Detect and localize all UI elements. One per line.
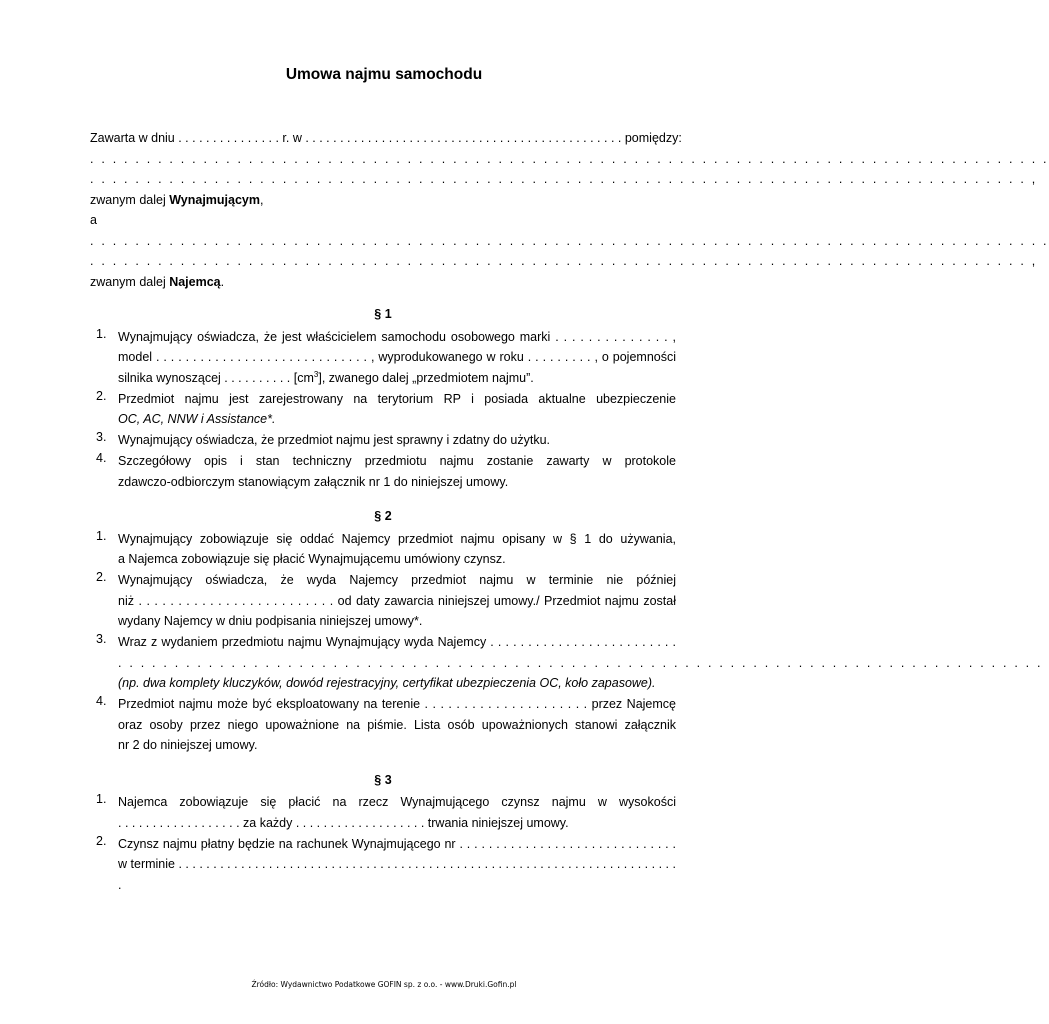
item-number: 1.: [96, 326, 107, 341]
section-title-3: § 3: [374, 772, 392, 787]
party1-name: Wynajmującym: [169, 192, 260, 207]
section-1-item-1: [90, 327, 676, 389]
section-3-list: [90, 792, 676, 895]
section-title-2: § 2: [374, 509, 392, 523]
section-2-list: [90, 528, 1043, 756]
intro-and: a: [90, 213, 97, 227]
item-line: Przedmiot najmu może być eksploatowany na terenie . . . . . . . . . . . . . . . . . . . . . przez Najemcę: [118, 697, 676, 711]
item-line: Wynajmujący zobowiązuje się oddać Najemcy przedmiot najmu opisany w § 1 do używania,: [118, 531, 676, 546]
party2-prefix: zwanym dalej: [90, 274, 170, 289]
item-line: Najemca zobowiązuje się płacić na rzecz Wynajmującego czynsz najmu w wysokości: [118, 795, 676, 809]
section-3-item-1: [90, 792, 676, 833]
item-line: Wraz z wydaniem przedmiotu najmu Wynajmujący wyda Najemcy . . . . . . . . . . . . . . . . . . . . . . . . .: [118, 635, 676, 649]
item-line: oraz osoby przez niego upoważnione na piśmie. Lista osób upoważnionych stanowi załącznik: [118, 717, 676, 732]
section-1-item-4: [90, 451, 676, 492]
item-line: Wynajmujący oświadcza, że jest właścicielem samochodu osobowego marki . . . . . . . . . . . . . . ,: [118, 329, 676, 344]
document-body: [90, 128, 1049, 896]
item-number: 2.: [96, 833, 107, 848]
intro-party2-dots-line-2: . . . . . . . . . . . . . . . . . . . . . . . . . . . . . . . . . . . . . . . . . . . . . . . . . . . . . . . . . . . . . . . . . . . . . . . . . . . . . . . . . . . ,: [90, 254, 1038, 268]
intro-party2-dots-line: . . . . . . . . . . . . . . . . . . . . . . . . . . . . . . . . . . . . . . . . . . . . . . . . . . . . . . . . . . . . . . . . . . . . . . . . . . . . . . . . . . . . .: [90, 233, 1049, 248]
source-footer: Źródło: Wydawnictwo Podatkowe GOFIN sp. z o.o. - www.Druki.Gofin.pl: [251, 980, 517, 989]
item-number: 4.: [96, 694, 107, 708]
item-line: Wynajmujący oświadcza, że wyda Najemcy przedmiot najmu w terminie nie później: [118, 573, 676, 587]
item-line: wydany Najemcy w dniu podpisania niniejszej umowy*.: [118, 614, 423, 628]
item-line: a Najemca zobowiązuje się płacić Wynajmującemu umówiony czynsz.: [118, 552, 506, 566]
intro-party1-designation: [90, 190, 676, 211]
section-1-item-3: [90, 430, 676, 451]
section-title-1: § 1: [374, 307, 392, 321]
party1-prefix: zwanym dalej: [90, 192, 170, 207]
section-2-item-3: [90, 632, 1043, 694]
item-number: 2.: [96, 388, 107, 403]
item-line: . . . . . . . . . . . . . . . . . . . . . . . . . . . . . . . . . . . . . . . . . . . . . . . . . . . . . . . . . . . . . . . . . . . . . . . . . . . . . . . . . .: [118, 655, 1043, 670]
item-line: silnika wynoszącej . . . . . . . . . . $[cm^3]$, zwanego dalej „przedmiotem najmu”.: [118, 369, 534, 385]
party1-suffix: ,: [259, 192, 264, 207]
item-number: 4.: [96, 451, 107, 465]
section-3-item-2: [90, 834, 676, 896]
section-2-item-2: [90, 570, 676, 632]
item-line: model . . . . . . . . . . . . . . . . . . . . . . . . . . . . . , wyprodukowanego w roku . . . . . . . . . , o pojemności: [118, 350, 676, 364]
item-line: OC, AC, NNW i Assistance*.: [118, 412, 276, 426]
party2-suffix: .: [220, 274, 225, 289]
item-line: nr 2 do niniejszej umowy.: [118, 738, 258, 752]
item-number: 1.: [96, 528, 107, 543]
item-line: Przedmiot najmu jest zarejestrowany na terytorium RP i posiada aktualne ubezpieczenie: [118, 391, 676, 406]
item-number: 2.: [96, 570, 107, 584]
item-line: . . . . . . . . . . . . . . . . . . za każdy . . . . . . . . . . . . . . . . . . . trwania niniejszej umowy.: [118, 815, 569, 830]
section-1-item-2: [90, 389, 676, 430]
item-line: zdawczo-odbiorczym stanowiącym załącznik nr 1 do niniejszej umowy.: [118, 474, 509, 489]
item-number: 1.: [96, 792, 107, 806]
document-title: Umowa najmu samochodu: [285, 66, 483, 83]
section-2-item-4: [90, 694, 676, 756]
section-2-item-1: [90, 529, 676, 570]
section-1-list: [90, 327, 676, 493]
intro-party1-dots-line: . . . . . . . . . . . . . . . . . . . . . . . . . . . . . . . . . . . . . . . . . . . . . . . . . . . . . . . . . . . . . . . . . . . . . . . . . . . . . . . . . . . . .: [90, 151, 1049, 166]
intro-party1-dots-line-2: . . . . . . . . . . . . . . . . . . . . . . . . . . . . . . . . . . . . . . . . . . . . . . . . . . . . . . . . . . . . . . . . . . . . . . . . . . . . . . . . . . . ,: [90, 172, 1038, 186]
item-line: w terminie . . . . . . . . . . . . . . . . . . . . . . . . . . . . . . . . . . . . . . . . . . . . . . . . . . . . . . . . . . . . . . . . . . . . . . . . .: [118, 857, 676, 892]
item-line: Czynsz najmu płatny będzie na rachunek Wynajmującego nr . . . . . . . . . . . . . . . . . . . . . . . . . . . . . .: [118, 836, 676, 851]
item-line: Wynajmujący oświadcza, że przedmiot najmu jest sprawny i zdatny do użytku.: [118, 433, 551, 447]
party2-name: Najemcą: [169, 274, 221, 289]
item-line: niż . . . . . . . . . . . . . . . . . . . . . . . . . od daty zawarcia niniejszej umowy./ Przedmiot najmu został: [118, 593, 676, 608]
item-line: (np. dwa komplety kluczyków, dowód rejestracyjny, certyfikat ubezpieczenia OC, koło zapasowe).: [118, 676, 656, 690]
intro-party2-designation: [90, 272, 676, 293]
item-line: Szczegółowy opis i stan techniczny przedmiotu najmu zostanie zawarty w protokole: [118, 454, 676, 468]
item-number: 3.: [96, 430, 107, 444]
item-number: 3.: [96, 632, 107, 646]
intro-line-date-place: Zawarta w dniu . . . . . . . . . . . . . . . r. w . . . . . . . . . . . . . . . . . . . . . . . . . . . . . . . . . . . . . . . . . . . . . . pomiędzy:: [90, 131, 682, 145]
